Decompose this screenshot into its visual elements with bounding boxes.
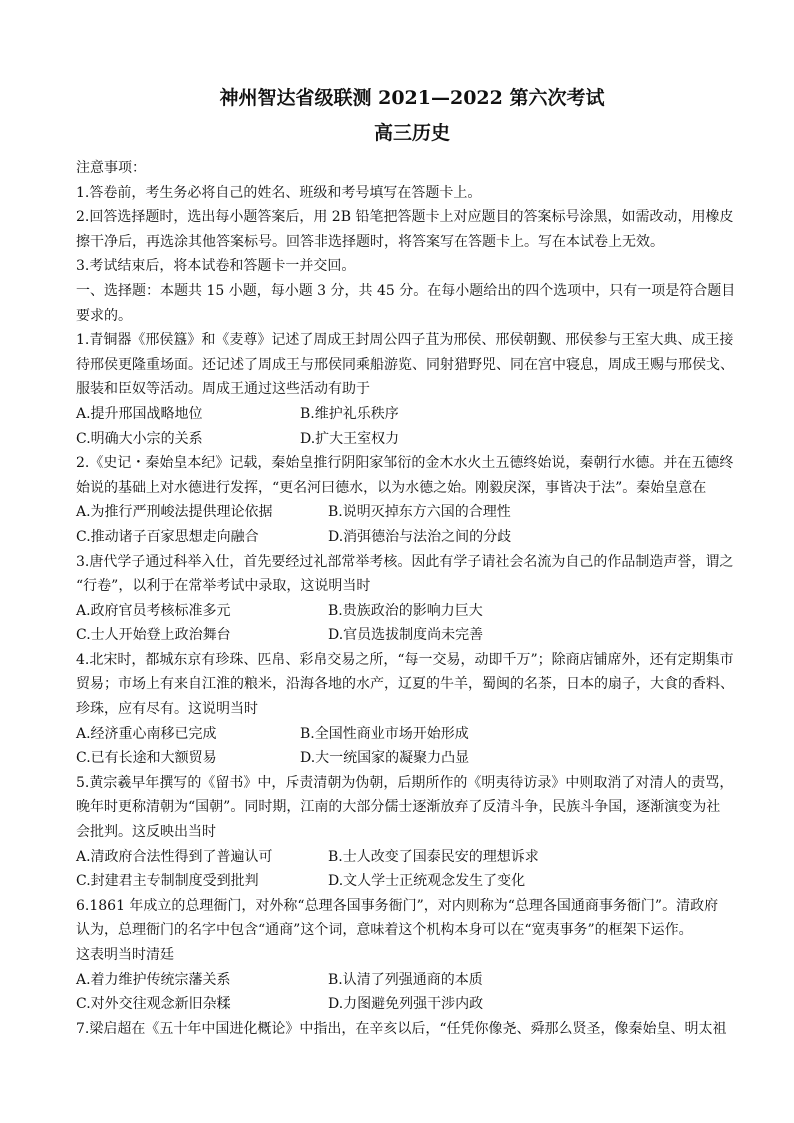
options-row [76, 500, 736, 525]
question-stem-line: 认为，总理衙门的名字中包含“通商”这个词，意味着这个机构本身可以在“宽夷事务”的框架下运作。 [76, 922, 693, 939]
option-a: A.清政府合法性得到了普遍认可 [76, 848, 273, 865]
option-a: A.政府官员考核标准多元 [76, 602, 231, 619]
option-c: C.对外交往观念新旧杂糅 [76, 996, 231, 1013]
question-5 [76, 771, 736, 894]
option-b: B.认清了列强通商的本质 [328, 971, 483, 988]
option-b: B.贵族政治的影响力巨大 [328, 602, 483, 619]
options-row [76, 525, 736, 550]
option-a: A.经济重心南移已完成 [76, 725, 217, 742]
options-row [76, 845, 736, 870]
question-stem-line: 贸易；市场上有来自江淮的粮米，沿海各地的水产，辽夏的牛羊，蜀闽的名茶，日本的扇子，大食的香料、 [76, 676, 734, 693]
notice-item-2-line-2: 擦干净后，再选涂其他答案标号。回答非选择题时，将答案写在答题卡上。写在本试卷上无效。 [76, 233, 664, 250]
option-c: C.士人开始登上政治舞台 [76, 627, 231, 644]
question-stem-line: 4.北宋时，都城东京有珍珠、匹帛、彩帛交易之所，“每一交易，动即千万”；除商店铺席外，还有定期集市 [76, 651, 734, 668]
option-c: C.推动诸子百家思想走向融合 [76, 528, 259, 545]
option-d: D.力图避免列强干涉内政 [328, 996, 484, 1013]
question-stem-line: 1.青铜器《邢侯簋》和《麦尊》记述了周成王封周公四子苴为邢侯、邢侯朝觐、邢侯参与王室大典、成王接 [76, 332, 734, 349]
options-row [76, 992, 736, 1017]
question-4 [76, 648, 736, 771]
question-stem-line: 7.梁启超在《五十年中国进化概论》中指出，在辛亥以后，“任凭你像尧、舜那么贤圣，像秦始皇、明太祖 [76, 1020, 727, 1037]
question-stem-line: 这表明当时清廷 [76, 947, 174, 963]
options-row [76, 746, 736, 771]
option-d: D.扩大王室权力 [300, 430, 400, 447]
notice-item-1: 1.答卷前，考生务必将自己的姓名、班级和考号填写在答题卡上。 [76, 184, 482, 201]
question-stem-line: 会批判。这反映出当时 [76, 824, 216, 841]
question-1 [76, 328, 736, 451]
option-c: C.封建君主专制制度受到批判 [76, 873, 259, 890]
option-b: B.维护礼乐秩序 [300, 405, 399, 422]
exam-subject: 高三历史 [373, 122, 450, 144]
options-row [76, 968, 736, 993]
question-stem-line: 珍珠，应有尽有。这说明当时 [76, 701, 258, 718]
exam-title: 神州智达省级联测 2021—2022 第六次考试 [219, 87, 605, 109]
options-row [76, 722, 736, 747]
question-stem-line: “行卷”，以利于在常举考试中录取，这说明当时 [76, 578, 371, 595]
question-stem-line: 晚年时更称清朝为“国朝”。同时期，江南的大部分儒士逐渐放弃了反清斗争，民族斗争国，逐渐演变为社 [76, 799, 721, 816]
options-row [76, 599, 736, 624]
question-stem-line: 始说的基础上对水德进行发挥，“更名河曰德水，以为水德之始。刚毅戾深，事皆决于法”。秦始皇意在 [76, 479, 707, 496]
notice-item-2-line-1: 2.回答选择题时，选出每小题答案后，用 2B 铅笔把答题卡上对应题目的答案标号涂黑，如需改动，用橡皮 [76, 209, 734, 226]
question-7 [76, 1017, 736, 1042]
question-stem-line: 服装和臣奴等活动。周成王通过这些活动有助于 [76, 381, 370, 398]
option-b: B.说明灭掉东方六国的合理性 [328, 504, 511, 521]
option-b: B.全国性商业市场开始形成 [300, 725, 469, 742]
question-stem-line: 6.1861 年成立的总理衙门，对外称“总理各国事务衙门”，对内则称为“总理各国通商事务衙门”。清政府 [76, 897, 719, 914]
option-a: A.为推行严刑峻法提供理论依据 [76, 504, 273, 521]
question-stem-line: 2.《史记・秦始皇本纪》记载，秦始皇推行阴阳家邹衍的金木水火土五德终始说，秦朝行水德。并在五德终 [76, 455, 734, 472]
option-a: A.着力维护传统宗藩关系 [76, 971, 231, 988]
option-c: C.明确大小宗的关系 [76, 430, 203, 447]
option-a: A.提升邢国战略地位 [76, 405, 203, 422]
section-heading-line-1: 一、选择题：本题共 15 小题，每小题 3 分，共 45 分。在每小题给出的四个选项中，只有一项是符合题目 [76, 282, 736, 299]
section-heading-line-2: 要求的。 [76, 307, 132, 324]
options-row [76, 427, 736, 452]
question-stem-line: 3.唐代学子通过科举入仕，首先要经过礼部常举考核。因此有学子请社会名流为自己的作品制造声誉，谓之 [76, 553, 734, 570]
option-d: D.消弭德治与法治之间的分歧 [328, 528, 512, 545]
option-c: C.已有长途和大额贸易 [76, 750, 217, 767]
notice-item-3: 3.考试结束后，将本试卷和答题卡一并交回。 [76, 258, 356, 275]
options-row [76, 402, 736, 427]
option-d: D.文人学士正统观念发生了变化 [328, 873, 526, 890]
option-d: D.大一统国家的凝聚力凸显 [300, 750, 470, 767]
notice-heading: 注意事项： [76, 160, 146, 176]
question-2 [76, 451, 736, 549]
options-row [76, 869, 736, 894]
question-3 [76, 550, 736, 648]
question-stem-line: 5.黄宗羲早年撰写的《留书》中，斥责清朝为伪朝，后期所作的《明夷待访录》中则取消了对清人的责骂， [76, 774, 734, 791]
question-6 [76, 894, 736, 1017]
options-row [76, 623, 736, 648]
option-b: B.士人改变了国泰民安的理想诉求 [328, 848, 539, 865]
option-d: D.官员选拔制度尚未完善 [328, 627, 484, 644]
question-stem-line: 待邢侯更隆重场面。还记述了周成王与邢侯同乘船游览、同射猎野兕、同在宫中寝息，周成王赐与邢侯戈、 [76, 356, 734, 373]
